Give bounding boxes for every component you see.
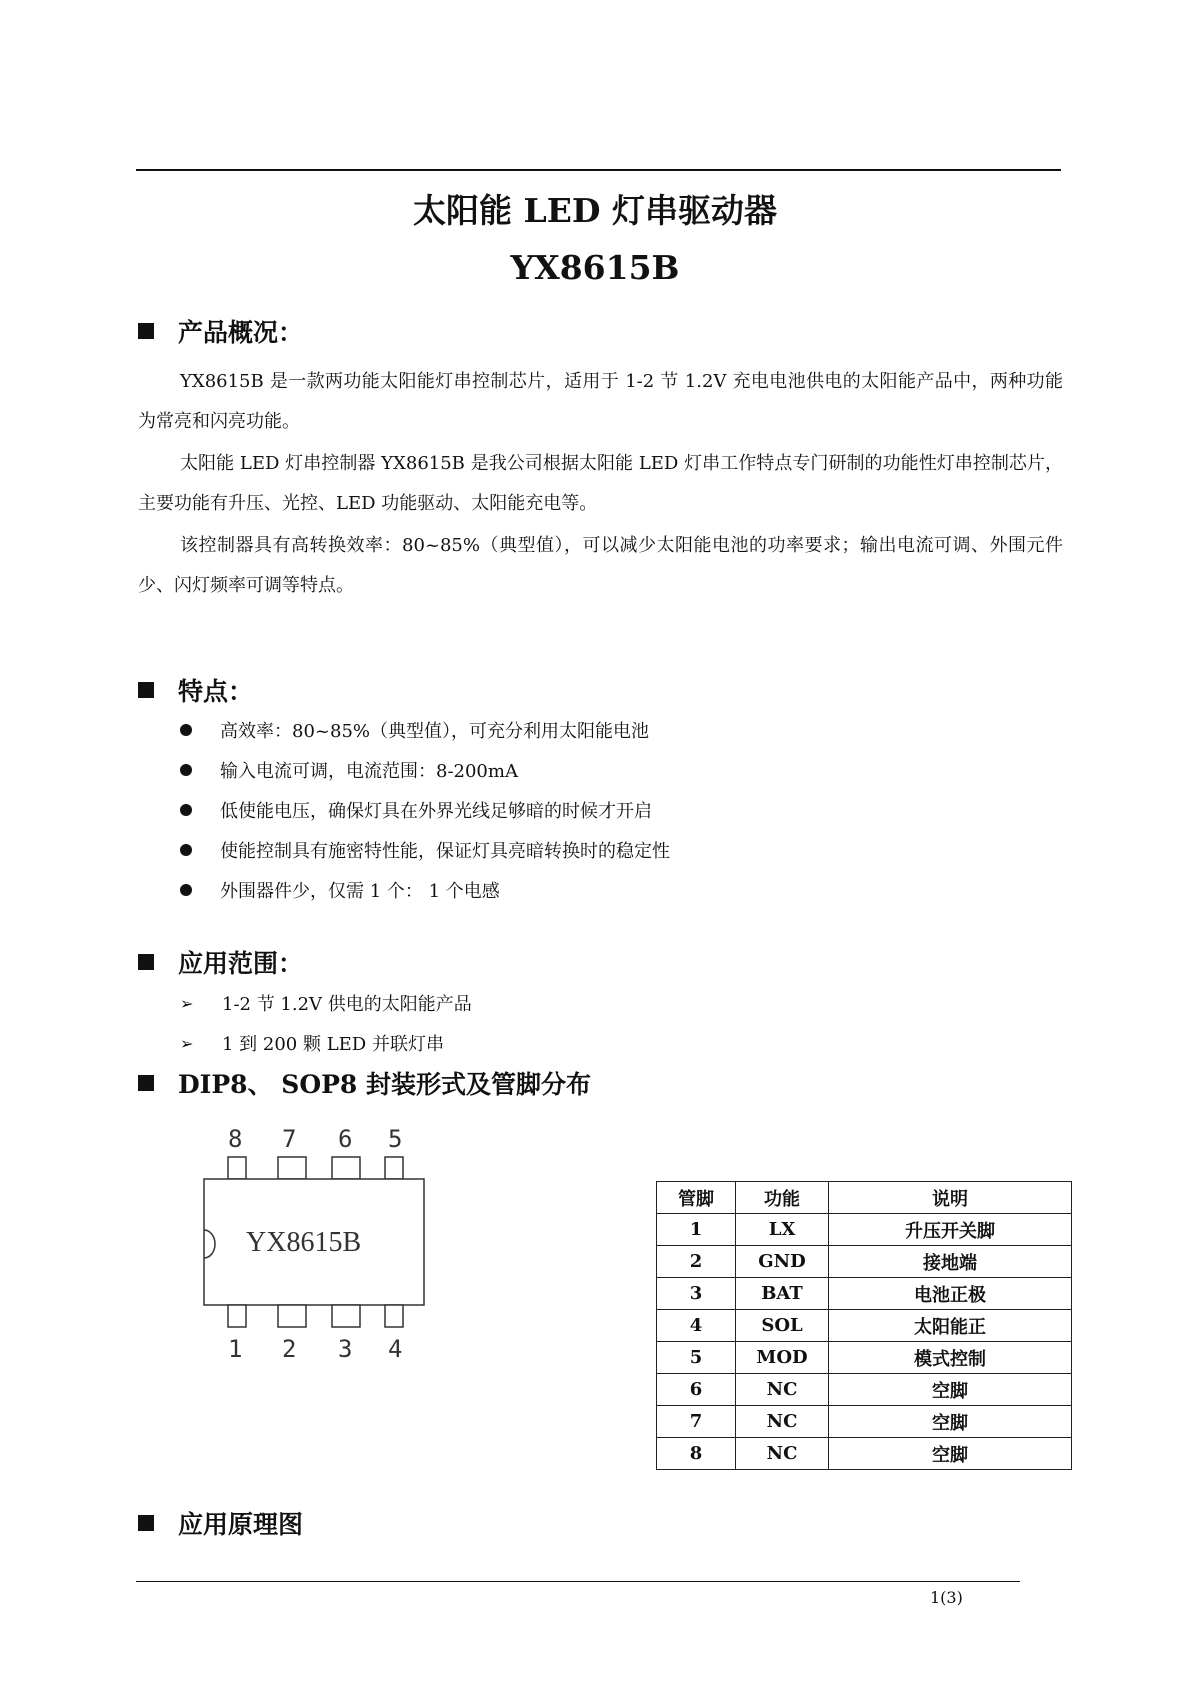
table-row: 3 BAT 电池正极 bbox=[657, 1278, 1072, 1310]
chip-pinout-diagram bbox=[190, 1125, 440, 1365]
table-row: 1 LX 升压开关脚 bbox=[657, 1214, 1072, 1246]
table-row: 2 GND 接地端 bbox=[657, 1246, 1072, 1278]
feature-item: 使能控制具有施密特性能，保证灯具亮暗转换时的稳定性 bbox=[180, 837, 670, 863]
section-overview bbox=[138, 313, 303, 349]
bullet-dot-icon bbox=[180, 884, 192, 896]
square-bullet-icon bbox=[138, 1075, 154, 1091]
feature-item: 低使能电压，确保灯具在外界光线足够暗的时候才开启 bbox=[180, 797, 652, 823]
section-applications bbox=[138, 944, 303, 980]
bullet-dot-icon bbox=[180, 764, 192, 776]
section-features-heading: 特点： bbox=[178, 677, 254, 706]
square-bullet-icon bbox=[138, 323, 154, 339]
feature-item: 外围器件少，仅需 1 个： 1 个电感 bbox=[180, 877, 500, 903]
table-row: 4 SOL 太阳能正 bbox=[657, 1310, 1072, 1342]
table-row: 8 NC 空脚 bbox=[657, 1438, 1072, 1470]
bullet-dot-icon bbox=[180, 844, 192, 856]
page-number: 1(3) bbox=[930, 1588, 963, 1607]
pin-label: 3 bbox=[338, 1335, 353, 1363]
table-row: 6 NC 空脚 bbox=[657, 1374, 1072, 1406]
doc-title: 太阳能 LED 灯串驱动器 bbox=[413, 191, 777, 230]
table-row: 5 MOD 模式控制 bbox=[657, 1342, 1072, 1374]
table-row: 7 NC 空脚 bbox=[657, 1406, 1072, 1438]
top-rule bbox=[136, 169, 1061, 171]
feature-item: 高效率：80~85%（典型值），可充分利用太阳能电池 bbox=[180, 717, 649, 743]
chip-label: YX8615B bbox=[246, 1227, 362, 1258]
table-header: 功能 bbox=[736, 1182, 829, 1214]
table-header: 说明 bbox=[829, 1182, 1072, 1214]
section-applications-heading: 应用范围： bbox=[178, 949, 304, 978]
pin-label: 7 bbox=[282, 1125, 297, 1153]
bottom-rule bbox=[136, 1581, 1020, 1582]
section-schematic bbox=[138, 1505, 303, 1541]
section-overview-heading: 产品概况： bbox=[178, 318, 304, 347]
pin-label: 6 bbox=[338, 1125, 353, 1153]
pin-label: 4 bbox=[388, 1335, 403, 1363]
pin-label: 2 bbox=[282, 1335, 297, 1363]
bullet-dot-icon bbox=[180, 804, 192, 816]
pin-label: 5 bbox=[388, 1125, 403, 1153]
section-schematic-heading: 应用原理图 bbox=[178, 1510, 304, 1539]
bullet-dot-icon bbox=[180, 724, 192, 736]
pin-label: 1 bbox=[228, 1335, 243, 1363]
doc-model: YX8615B bbox=[510, 248, 680, 287]
application-item: ➢ 1 到 200 颗 LED 并联灯串 bbox=[180, 1033, 444, 1055]
section-features bbox=[138, 672, 253, 708]
application-item: ➢ 1-2 节 1.2V 供电的太阳能产品 bbox=[180, 993, 472, 1015]
overview-paragraph-3: 该控制器具有高转换效率：80~85%（典型值），可以减少太阳能电池的功率要求；输出电流可调、外围元件少、闪灯频率可调等特点。 bbox=[138, 535, 1063, 596]
square-bullet-icon bbox=[138, 954, 154, 970]
arrow-bullet-icon: ➢ bbox=[180, 1033, 194, 1053]
square-bullet-icon bbox=[138, 682, 154, 698]
overview-paragraph-1: YX8615B 是一款两功能太阳能灯串控制芯片，适用于 1-2 节 1.2V 充电电池供电的太阳能产品中，两种功能为常亮和闪亮功能。 bbox=[138, 371, 1063, 432]
pin-table bbox=[656, 1181, 1072, 1470]
square-bullet-icon bbox=[138, 1515, 154, 1531]
section-package-heading: DIP8、 SOP8 封装形式及管脚分布 bbox=[178, 1070, 592, 1099]
overview-paragraph-2: 太阳能 LED 灯串控制器 YX8615B 是我公司根据太阳能 LED 灯串工作特点专门研制的功能性灯串控制芯片，主要功能有升压、光控、LED 功能驱动、太阳能充电等。 bbox=[138, 453, 1063, 514]
table-header: 管脚 bbox=[657, 1182, 736, 1214]
table-header-row bbox=[657, 1182, 1072, 1214]
section-package bbox=[138, 1065, 591, 1101]
pin-label: 8 bbox=[228, 1125, 243, 1153]
arrow-bullet-icon: ➢ bbox=[180, 993, 194, 1013]
feature-item: 输入电流可调，电流范围：8-200mA bbox=[180, 757, 518, 783]
